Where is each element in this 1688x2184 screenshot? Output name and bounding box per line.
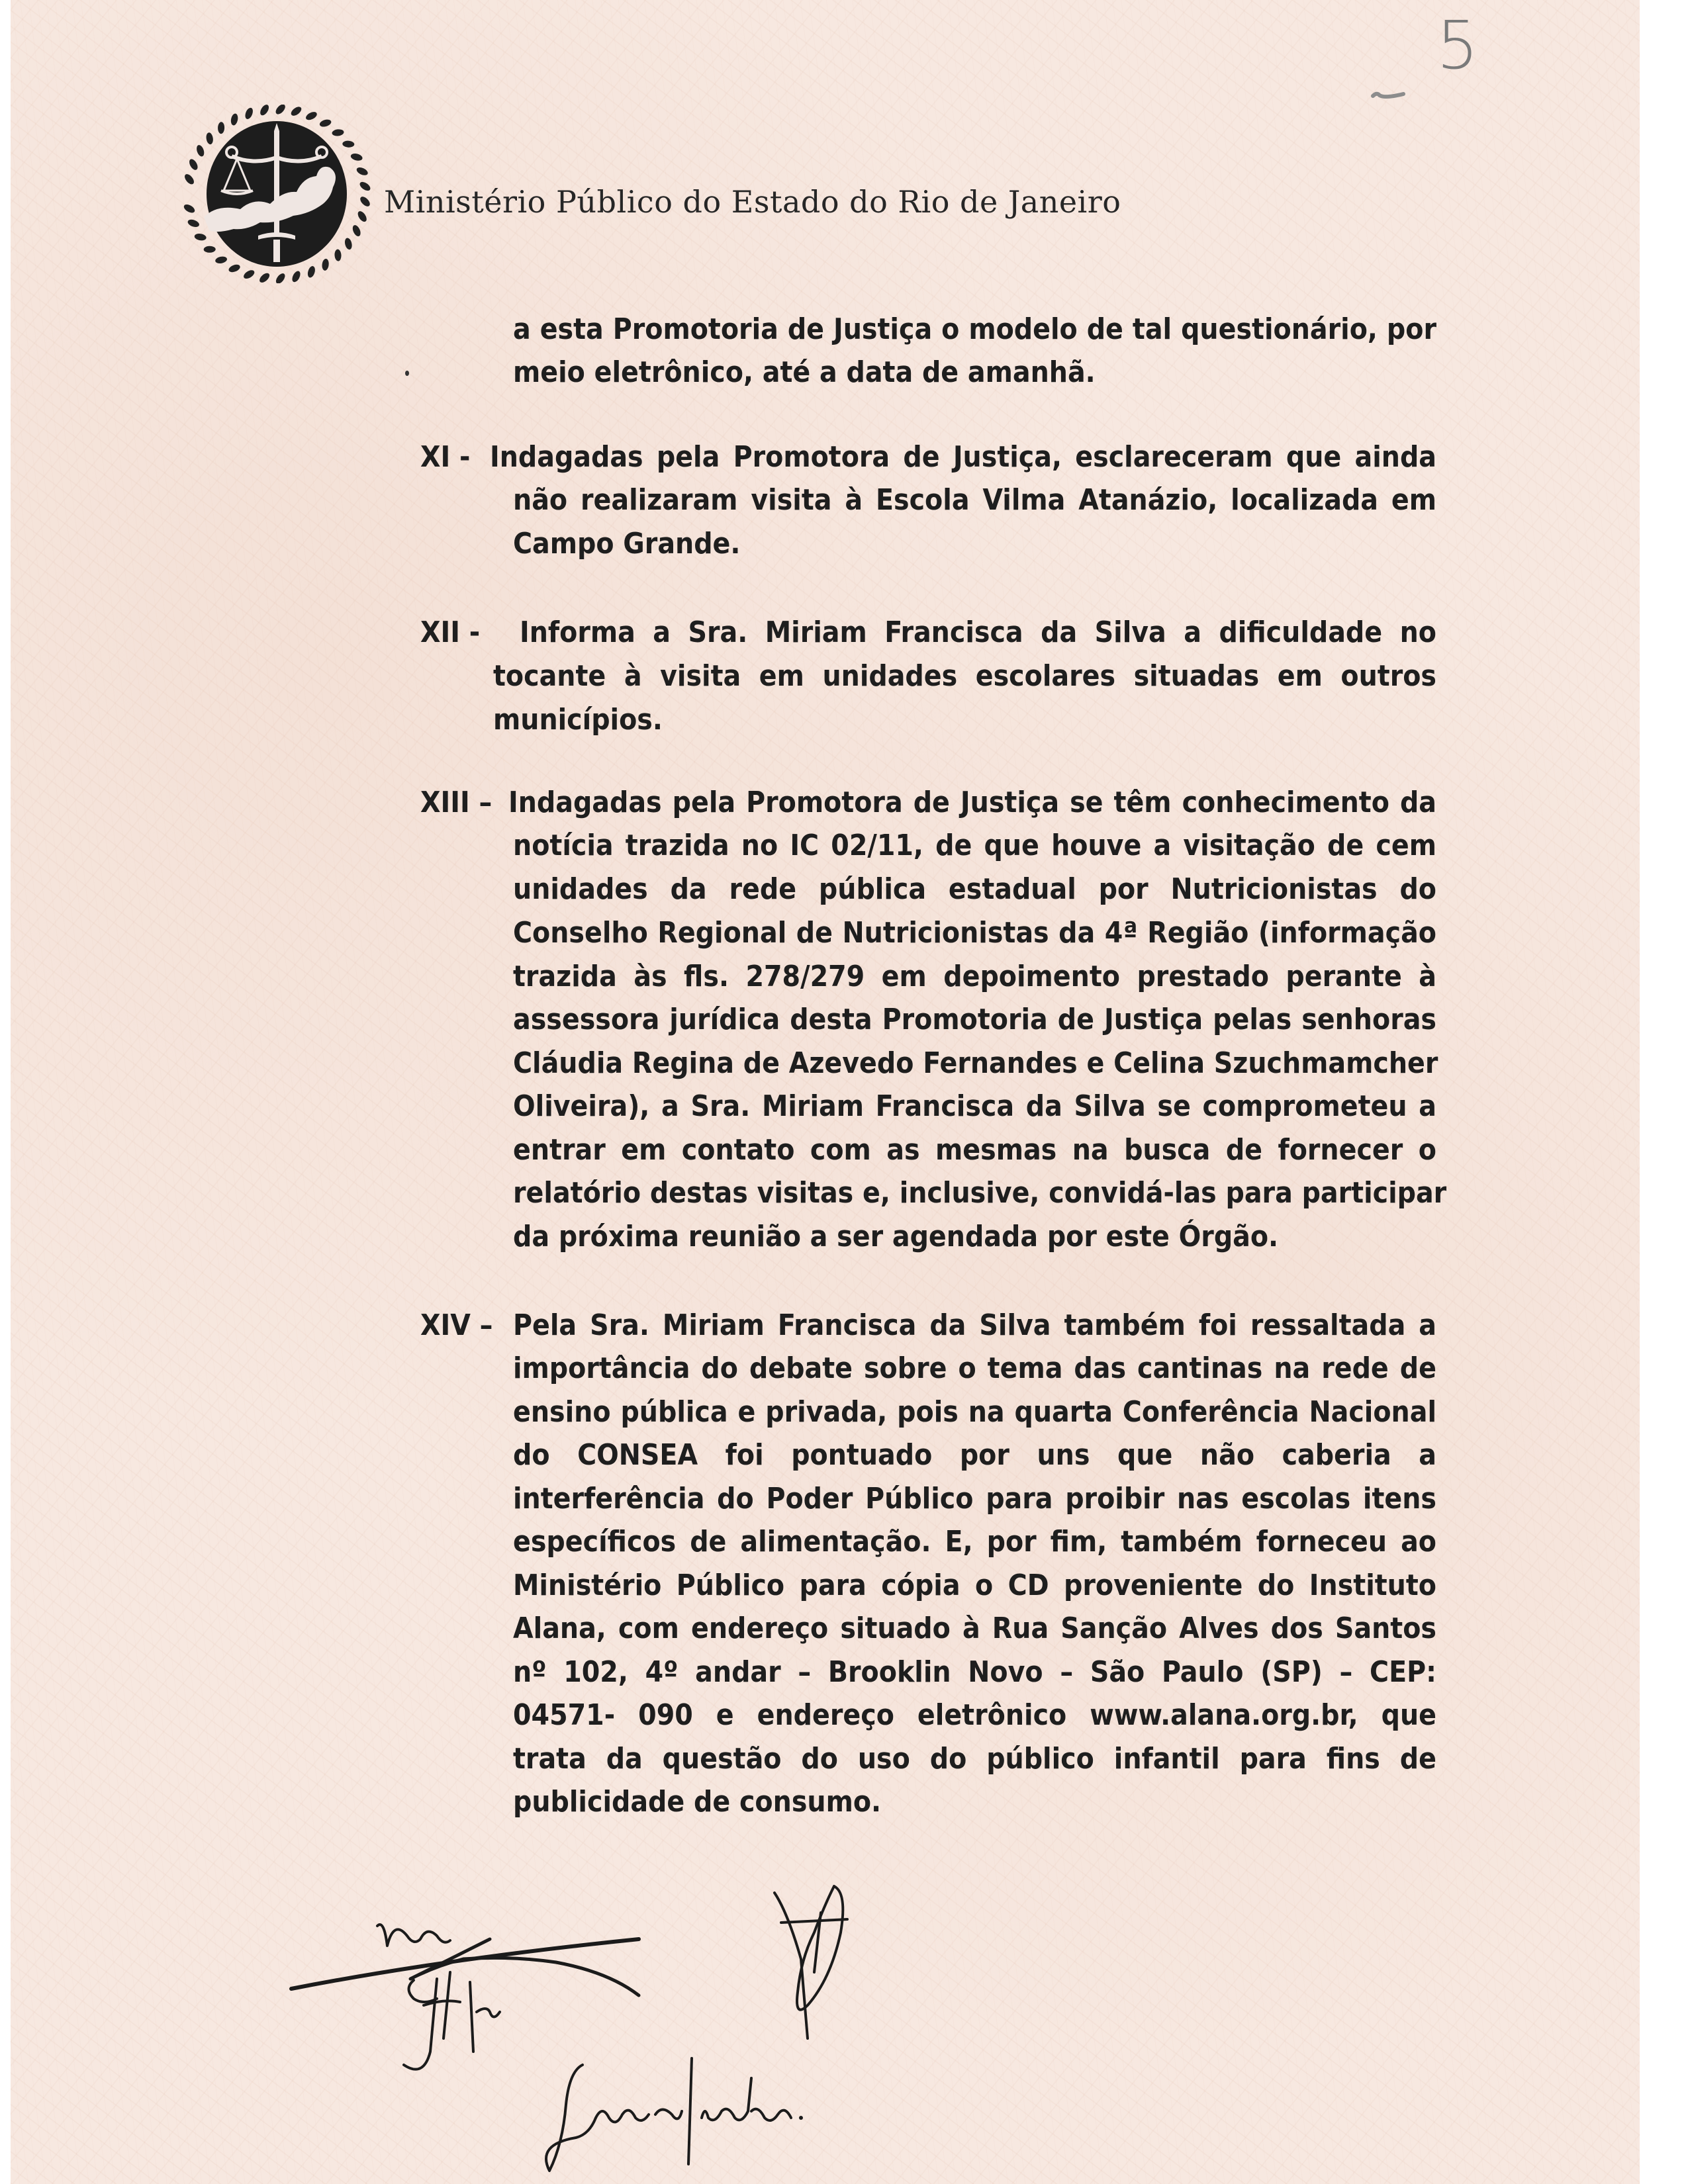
item-label: XI - bbox=[420, 440, 471, 474]
wreath-leaf bbox=[258, 271, 271, 283]
text-line: específicos de alimentação. E, por fim, também forneceu ao bbox=[513, 1525, 1436, 1559]
wreath-leaf bbox=[228, 263, 241, 274]
wreath-leaf bbox=[183, 203, 197, 214]
text-line: municípios. bbox=[493, 703, 663, 737]
wreath-leaf bbox=[205, 132, 214, 145]
handwritten-rubric-icon bbox=[768, 1880, 867, 2045]
wreath-leaf bbox=[332, 128, 344, 136]
text-line: entrar em contato com as mesmas na busca de fornecer o bbox=[513, 1133, 1436, 1167]
wreath-leaf bbox=[291, 270, 302, 283]
text-line: notícia trazida no IC 02/11, de que houve a visitação de cem bbox=[513, 829, 1436, 862]
text-line: 04571- 090 e endereço eletrônico www.alana.org.br, que bbox=[513, 1698, 1436, 1732]
text-line: trata da questão do uso do público infantil para fins de bbox=[513, 1742, 1436, 1776]
text-line: Informa a Sra. Miriam Francisca da Silva a dificuldade no bbox=[520, 615, 1436, 649]
item-label: XIII – bbox=[420, 786, 492, 819]
text-line: a esta Promotoria de Justiça o modelo de tal questionário, por bbox=[513, 312, 1436, 346]
wreath-leaf bbox=[305, 111, 318, 122]
wreath-leaf bbox=[242, 269, 256, 281]
wreath-leaf bbox=[355, 166, 369, 177]
wreath-leaf bbox=[351, 224, 361, 238]
text-line: assessora jurídica desta Promotoria de Justiça pelas senhoras bbox=[513, 1003, 1436, 1036]
wreath-leaf bbox=[359, 195, 372, 208]
wreath-leaf bbox=[322, 258, 330, 271]
wreath-leaf bbox=[187, 158, 199, 171]
wreath-leaf bbox=[259, 105, 271, 116]
handwritten-page-number: 5 bbox=[1436, 7, 1479, 84]
wreath-leaf bbox=[244, 107, 254, 120]
organization-name: Ministério Público do Estado do Rio de Janeiro bbox=[384, 184, 1121, 220]
stray-mark bbox=[405, 371, 409, 376]
text-line: interferência do Poder Público para proibir nas escolas itens bbox=[513, 1482, 1436, 1516]
text-line: Indagadas pela Promotora de Justiça se têm conhecimento da bbox=[508, 786, 1436, 819]
item-label: XIV – bbox=[420, 1308, 493, 1342]
text-line: da próxima reunião a ser agendada por este Órgão. bbox=[513, 1220, 1279, 1253]
wreath-leaf bbox=[274, 105, 287, 116]
handwritten-signature-icon bbox=[530, 2052, 874, 2184]
wreath-leaf bbox=[194, 233, 207, 242]
wreath-leaf bbox=[187, 218, 200, 228]
text-line: do CONSEA foi pontuado por uns que não caberia a bbox=[513, 1438, 1436, 1472]
wreath-leaf bbox=[218, 122, 224, 134]
text-line: não realizaram visita à Escola Vilma Atanázio, localizada em bbox=[513, 483, 1436, 517]
text-line: Cláudia Regina de Azevedo Fernandes e Celina Szuchmamcher bbox=[513, 1046, 1438, 1080]
text-line: relatório destas visitas e, inclusive, convidá-las para participar bbox=[513, 1176, 1447, 1210]
text-line: meio eletrônico, até a data de amanhã. bbox=[513, 355, 1096, 389]
wreath-leaf bbox=[334, 249, 342, 261]
text-line: Pela Sra. Miriam Francisca da Silva também foi ressaltada a bbox=[513, 1308, 1436, 1342]
item-label: XII - bbox=[420, 615, 481, 649]
wreath-leaf bbox=[204, 246, 216, 253]
text-line: Alana, com endereço situado à Rua Sanção Alves dos Santos bbox=[513, 1612, 1436, 1645]
wreath-leaf bbox=[195, 144, 205, 158]
handwritten-initials-icon bbox=[377, 1966, 549, 2091]
text-line: importância do debate sobre o tema das cantinas na rede de bbox=[513, 1351, 1436, 1385]
text-line: tocante à visita em unidades escolares situadas em outros bbox=[493, 659, 1436, 693]
text-line: nº 102, 4º andar – Brooklin Novo – São Paulo (SP) – CEP: bbox=[513, 1655, 1436, 1689]
wreath-leaf bbox=[356, 210, 368, 223]
wreath-leaf bbox=[183, 173, 195, 186]
text-line: Campo Grande. bbox=[513, 527, 741, 561]
text-line: publicidade de consumo. bbox=[513, 1785, 882, 1819]
text-line: ensino pública e privada, pois na quarta Conferência Nacional bbox=[513, 1395, 1436, 1429]
wreath-leaf bbox=[230, 113, 238, 126]
pencil-mark-icon bbox=[1370, 89, 1407, 100]
text-line: trazida às fls. 278/279 em depoimento prestado perante à bbox=[513, 960, 1436, 993]
text-line: Conselho Regional de Nutricionistas da 4ª Região (informação bbox=[513, 916, 1436, 950]
wreath-leaf bbox=[319, 118, 332, 128]
wreath-leaf bbox=[289, 105, 303, 118]
text-line: Ministério Público para cópia o CD proveniente do Instituto bbox=[513, 1569, 1436, 1602]
wreath-leaf bbox=[214, 255, 228, 264]
wreath-leaf bbox=[350, 152, 363, 161]
wreath-leaf bbox=[358, 180, 371, 192]
text-line: Indagadas pela Promotora de Justiça, esclareceram que ainda bbox=[490, 440, 1436, 474]
wreath-leaf bbox=[274, 272, 287, 283]
ministerio-publico-rj-seal-icon bbox=[177, 105, 376, 283]
wreath-leaf bbox=[306, 265, 316, 279]
text-line: unidades da rede pública estadual por Nutricionistas do bbox=[513, 872, 1436, 906]
text-line: Oliveira), a Sra. Miriam Francisca da Silva se comprometeu a bbox=[513, 1089, 1436, 1123]
wreath-leaf bbox=[344, 237, 353, 250]
wreath-leaf bbox=[342, 140, 355, 148]
